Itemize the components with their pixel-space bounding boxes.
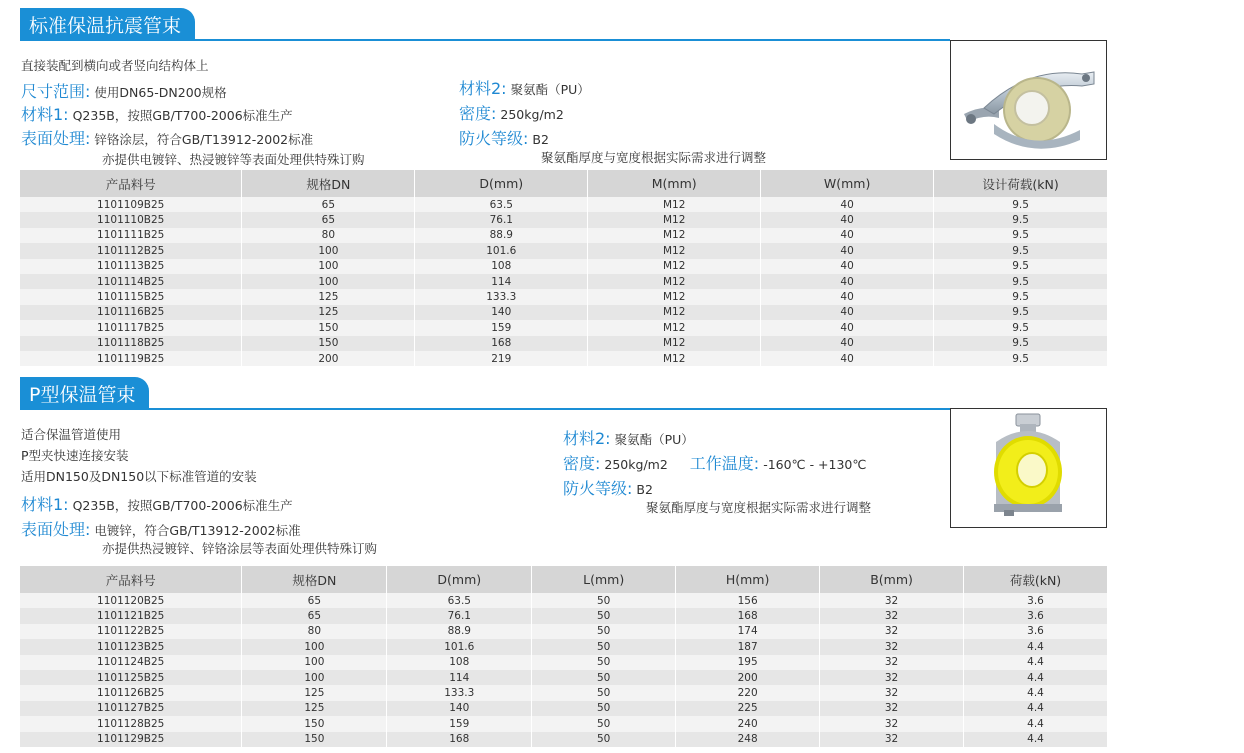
table-cell: 133.3 xyxy=(415,289,588,304)
table-cell: 32 xyxy=(820,716,964,731)
table-cell: 1101127B25 xyxy=(20,701,242,716)
table-cell: 40 xyxy=(761,228,934,243)
table-cell: 225 xyxy=(676,701,820,716)
table-cell: 1101112B25 xyxy=(20,243,242,258)
table-cell: 101.6 xyxy=(415,243,588,258)
table-cell: 40 xyxy=(761,259,934,274)
table-cell: 9.5 xyxy=(934,259,1108,274)
table-row xyxy=(20,685,1108,700)
table-cell: 1101113B25 xyxy=(20,259,242,274)
section-1-divider xyxy=(20,39,950,41)
p-material2-label: 材料2: xyxy=(563,429,611,448)
table-cell: 88.9 xyxy=(415,228,588,243)
table-cell: 174 xyxy=(676,624,820,639)
table-cell: 63.5 xyxy=(387,593,532,608)
table-cell: 50 xyxy=(532,732,676,747)
table-cell: 50 xyxy=(532,593,676,608)
table-cell: 1101128B25 xyxy=(20,716,242,731)
table-cell: M12 xyxy=(588,212,761,227)
table-row xyxy=(20,274,1108,289)
table-cell: 1101122B25 xyxy=(20,624,242,639)
table-cell: 9.5 xyxy=(934,305,1108,320)
table-cell: 1101125B25 xyxy=(20,670,242,685)
table-row xyxy=(20,670,1108,685)
table-cell: 100 xyxy=(242,655,387,670)
insulated-clamp-image xyxy=(954,44,1104,156)
table-cell: 3.6 xyxy=(964,593,1108,608)
table-cell: 168 xyxy=(387,732,532,747)
table-cell: 80 xyxy=(242,228,415,243)
table-cell: 1101129B25 xyxy=(20,732,242,747)
fire-label: 防火等级: xyxy=(459,129,529,148)
table-cell: M12 xyxy=(588,274,761,289)
table-row xyxy=(20,289,1108,304)
table-cell: 9.5 xyxy=(934,212,1108,227)
material2-label: 材料2: xyxy=(459,79,507,98)
table-cell: 4.4 xyxy=(964,716,1108,731)
table-row xyxy=(20,305,1108,320)
table-cell: 32 xyxy=(820,639,964,654)
table-cell: 65 xyxy=(242,593,387,608)
table-cell: 50 xyxy=(532,670,676,685)
table-cell: 50 xyxy=(532,716,676,731)
table-cell: 65 xyxy=(242,608,387,623)
table-cell: 240 xyxy=(676,716,820,731)
section-2-title: P型保温管束 xyxy=(20,377,149,409)
p-fire-value: B2 xyxy=(636,482,653,497)
material1-row xyxy=(21,102,293,125)
table-cell: 32 xyxy=(820,685,964,700)
table-cell: M12 xyxy=(588,197,761,212)
table-cell: 80 xyxy=(242,624,387,639)
table-row xyxy=(20,228,1108,243)
p-surface-extra: 亦提供热浸镀锌、锌铬涂层等表面处理供特殊订购 xyxy=(102,541,378,556)
table-cell: 4.4 xyxy=(964,701,1108,716)
fire-row xyxy=(459,126,549,149)
table-cell: 248 xyxy=(676,732,820,747)
table-cell: 40 xyxy=(761,212,934,227)
table-cell: 65 xyxy=(242,197,415,212)
table-row xyxy=(20,259,1108,274)
table-cell: 40 xyxy=(761,305,934,320)
table-cell: 1101120B25 xyxy=(20,593,242,608)
table-cell: 4.4 xyxy=(964,670,1108,685)
table-cell: 3.6 xyxy=(964,608,1108,623)
table-cell: M12 xyxy=(588,336,761,351)
p-density-label: 密度: xyxy=(563,454,601,473)
table-cell: M12 xyxy=(588,228,761,243)
p-material1-value: Q235B，按照GB/T700-2006标准生产 xyxy=(72,498,293,513)
table-cell: 114 xyxy=(387,670,532,685)
table-1-column-header: W(mm) xyxy=(761,170,934,197)
table-cell: 1101123B25 xyxy=(20,639,242,654)
table-cell: 76.1 xyxy=(387,608,532,623)
table-row xyxy=(20,639,1108,654)
density-label: 密度: xyxy=(459,104,497,123)
table-cell: 63.5 xyxy=(415,197,588,212)
table-cell: 108 xyxy=(415,259,588,274)
table-cell: 40 xyxy=(761,274,934,289)
table-cell: 32 xyxy=(820,624,964,639)
table-row xyxy=(20,351,1108,366)
surface-extra: 亦提供电镀锌、热浸镀锌等表面处理供特殊订购 xyxy=(102,152,365,167)
table-cell: 9.5 xyxy=(934,320,1108,335)
p-density-value: 250kg/m2 xyxy=(604,457,668,472)
size-range-row xyxy=(21,79,227,102)
table-row xyxy=(20,243,1108,258)
table-cell: 133.3 xyxy=(387,685,532,700)
density-value: 250kg/m2 xyxy=(500,107,564,122)
spec-table-1 xyxy=(20,170,1108,366)
table-2-column-header: L(mm) xyxy=(532,566,676,593)
table-cell: M12 xyxy=(588,259,761,274)
spec-table-2 xyxy=(20,566,1108,747)
table-cell: 159 xyxy=(415,320,588,335)
table-row xyxy=(20,655,1108,670)
table-cell: 50 xyxy=(532,685,676,700)
table-2-column-header: 产品料号 xyxy=(20,566,242,593)
table-cell: 65 xyxy=(242,212,415,227)
table-cell: 108 xyxy=(387,655,532,670)
table-cell: M12 xyxy=(588,243,761,258)
table-cell: 1101119B25 xyxy=(20,351,242,366)
table-cell: M12 xyxy=(588,351,761,366)
table-cell: 32 xyxy=(820,701,964,716)
table-cell: 32 xyxy=(820,655,964,670)
table-cell: 9.5 xyxy=(934,336,1108,351)
table-1-column-header: 产品料号 xyxy=(20,170,242,197)
section-2-line-1: 适合保温管道使用 xyxy=(21,427,122,442)
p-temp-value: -160℃ - +130℃ xyxy=(763,457,867,472)
product-photo-1 xyxy=(950,40,1107,160)
section-2-note: 聚氨酯厚度与宽度根据实际需求进行调整 xyxy=(646,500,872,515)
table-cell: 76.1 xyxy=(415,212,588,227)
fire-value: B2 xyxy=(532,132,549,147)
table-row xyxy=(20,701,1108,716)
table-cell: 9.5 xyxy=(934,351,1108,366)
table-cell: 101.6 xyxy=(387,639,532,654)
table-cell: 32 xyxy=(820,670,964,685)
table-cell: 125 xyxy=(242,305,415,320)
table-cell: 125 xyxy=(242,701,387,716)
table-cell: 1101109B25 xyxy=(20,197,242,212)
table-row xyxy=(20,320,1108,335)
table-cell: 125 xyxy=(242,289,415,304)
table-cell: 100 xyxy=(242,274,415,289)
table-cell: 150 xyxy=(242,336,415,351)
table-cell: 156 xyxy=(676,593,820,608)
table-cell: 1101126B25 xyxy=(20,685,242,700)
table-cell: 4.4 xyxy=(964,655,1108,670)
table-cell: 1101117B25 xyxy=(20,320,242,335)
p-density-row xyxy=(563,451,866,474)
size-range-label: 尺寸范围: xyxy=(21,82,91,101)
table-1-column-header: M(mm) xyxy=(588,170,761,197)
table-cell: 40 xyxy=(761,289,934,304)
surface-row xyxy=(21,126,313,149)
table-cell: 150 xyxy=(242,716,387,731)
p-fire-row xyxy=(563,476,653,499)
table-cell: 1101110B25 xyxy=(20,212,242,227)
table-cell: 100 xyxy=(242,639,387,654)
table-cell: 219 xyxy=(415,351,588,366)
table-1-column-header: 规格DN xyxy=(242,170,415,197)
table-cell: 100 xyxy=(242,243,415,258)
table-cell: 40 xyxy=(761,351,934,366)
surface-value: 锌铬涂层，符合GB/T13912-2002标准 xyxy=(94,132,314,147)
table-cell: 9.5 xyxy=(934,228,1108,243)
table-2-column-header: 荷载(kN) xyxy=(964,566,1108,593)
table-cell: 9.5 xyxy=(934,197,1108,212)
density-row xyxy=(459,101,564,124)
table-cell: 4.4 xyxy=(964,685,1108,700)
table-cell: 50 xyxy=(532,624,676,639)
table-cell: 100 xyxy=(242,259,415,274)
table-cell: 88.9 xyxy=(387,624,532,639)
table-row xyxy=(20,608,1108,623)
section-2-line-2: P型夹快速连接安装 xyxy=(21,448,129,463)
table-2-column-header: 规格DN xyxy=(242,566,387,593)
table-row xyxy=(20,336,1108,351)
p-surface-label: 表面处理: xyxy=(21,520,91,539)
table-cell: 32 xyxy=(820,732,964,747)
table-cell: 50 xyxy=(532,608,676,623)
table-cell: 40 xyxy=(761,197,934,212)
table-cell: 220 xyxy=(676,685,820,700)
section-2-line-3: 适用DN150及DN150以下标准管道的安装 xyxy=(21,469,257,484)
table-cell: 1101111B25 xyxy=(20,228,242,243)
table-row xyxy=(20,732,1108,747)
table-cell: 1101114B25 xyxy=(20,274,242,289)
table-2-column-header: H(mm) xyxy=(676,566,820,593)
table-cell: M12 xyxy=(588,289,761,304)
table-cell: 150 xyxy=(242,320,415,335)
table-cell: 187 xyxy=(676,639,820,654)
table-cell: 9.5 xyxy=(934,274,1108,289)
table-row xyxy=(20,624,1108,639)
section-1-note: 聚氨酯厚度与宽度根据实际需求进行调整 xyxy=(541,150,767,165)
table-cell: 3.6 xyxy=(964,624,1108,639)
table-1-column-header: 设计荷载(kN) xyxy=(934,170,1108,197)
p-type-clamp-image xyxy=(954,412,1104,524)
table-cell: 1101124B25 xyxy=(20,655,242,670)
table-row xyxy=(20,593,1108,608)
surface-label: 表面处理: xyxy=(21,129,91,148)
material2-value: 聚氨酯（PU） xyxy=(510,82,590,97)
p-surface-row xyxy=(21,517,301,540)
table-cell: 1101115B25 xyxy=(20,289,242,304)
table-cell: 4.4 xyxy=(964,639,1108,654)
table-row xyxy=(20,716,1108,731)
table-cell: 168 xyxy=(676,608,820,623)
table-cell: 159 xyxy=(387,716,532,731)
p-temp-label: 工作温度: xyxy=(689,454,760,473)
table-cell: 150 xyxy=(242,732,387,747)
table-cell: 32 xyxy=(820,608,964,623)
table-cell: 1101116B25 xyxy=(20,305,242,320)
material1-value: Q235B，按照GB/T700-2006标准生产 xyxy=(72,108,293,123)
table-cell: 200 xyxy=(676,670,820,685)
p-material1-row xyxy=(21,492,293,515)
table-2-column-header: B(mm) xyxy=(820,566,964,593)
table-cell: 195 xyxy=(676,655,820,670)
table-cell: 40 xyxy=(761,336,934,351)
p-material1-label: 材料1: xyxy=(21,495,69,514)
material2-row xyxy=(459,76,590,99)
table-cell: 50 xyxy=(532,655,676,670)
table-cell: 1101121B25 xyxy=(20,608,242,623)
p-material2-value: 聚氨酯（PU） xyxy=(614,432,694,447)
section-1-title: 标准保温抗震管束 xyxy=(20,8,195,40)
section-1-intro: 直接装配到横向或者竖向结构体上 xyxy=(21,58,209,73)
table-2-column-header: D(mm) xyxy=(387,566,532,593)
table-cell: 140 xyxy=(387,701,532,716)
table-cell: 50 xyxy=(532,639,676,654)
table-cell: 4.4 xyxy=(964,732,1108,747)
p-fire-label: 防火等级: xyxy=(563,479,633,498)
table-cell: 140 xyxy=(415,305,588,320)
table-cell: 40 xyxy=(761,243,934,258)
material1-label: 材料1: xyxy=(21,105,69,124)
table-1-header-row xyxy=(20,170,1108,197)
table-cell: M12 xyxy=(588,305,761,320)
table-cell: 9.5 xyxy=(934,243,1108,258)
table-cell: 100 xyxy=(242,670,387,685)
table-1-column-header: D(mm) xyxy=(415,170,588,197)
table-cell: 9.5 xyxy=(934,289,1108,304)
table-cell: 125 xyxy=(242,685,387,700)
size-range-value: 使用DN65-DN200规格 xyxy=(94,85,227,100)
table-2-header-row xyxy=(20,566,1108,593)
table-row xyxy=(20,212,1108,227)
table-cell: 32 xyxy=(820,593,964,608)
table-row xyxy=(20,197,1108,212)
table-cell: 1101118B25 xyxy=(20,336,242,351)
p-surface-value: 电镀锌，符合GB/T13912-2002标准 xyxy=(94,523,301,538)
p-material2-row xyxy=(563,426,694,449)
table-cell: 40 xyxy=(761,320,934,335)
table-cell: 114 xyxy=(415,274,588,289)
table-cell: 168 xyxy=(415,336,588,351)
product-photo-2 xyxy=(950,408,1107,528)
table-cell: 200 xyxy=(242,351,415,366)
table-cell: M12 xyxy=(588,320,761,335)
section-2-divider xyxy=(20,408,950,410)
table-cell: 50 xyxy=(532,701,676,716)
